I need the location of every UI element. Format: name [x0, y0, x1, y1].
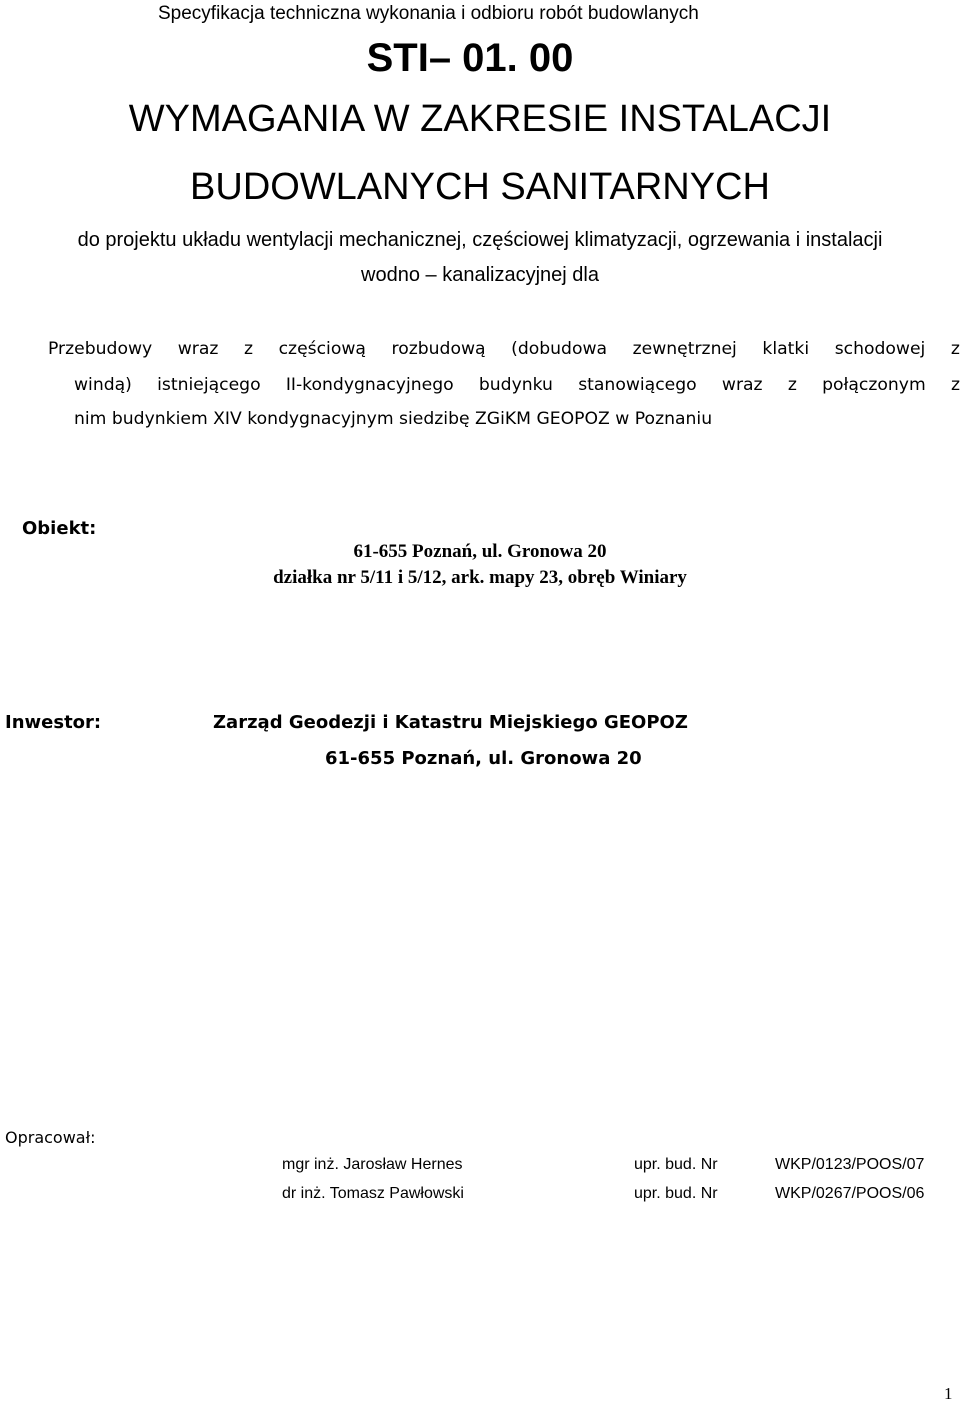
object-address: 61-655 Poznań, ul. Gronowa 20 [353, 541, 607, 562]
investor-address: 61-655 Poznań, ul. Gronowa 20 [325, 748, 642, 769]
prepared-by-label: Opracował: [5, 1128, 96, 1147]
author-license-number: WKP/0123/POOS/07 [775, 1156, 925, 1173]
spec-code: STI– 01. 00 [366, 36, 574, 80]
description-line-3: nim budynkiem XIV kondygnacyjnym siedzibę ZGiKM GEOPOZ w Poznaniu [74, 409, 713, 429]
author-name: dr inż. Tomasz Pawłowski [282, 1185, 464, 1202]
description-line-2: windą) istniejącego II-kondygnacyjnego budynku stanowiącego wraz z połączonym z [74, 375, 960, 395]
subtitle-line-1: do projektu układu wentylacji mechanicznej, częściowej klimatyzacji, ogrzewania i instalacji [77, 229, 883, 251]
author-license-label: upr. bud. Nr [634, 1156, 718, 1173]
author-name: mgr inż. Jarosław Hernes [282, 1156, 463, 1173]
title-line-1: WYMAGANIA W ZAKRESIE INSTALACJI [128, 98, 832, 140]
investor-name: Zarząd Geodezji i Katastru Miejskiego GEOPOZ [213, 712, 688, 733]
investor-label: Inwestor: [5, 712, 102, 733]
page-number: 1 [944, 1384, 953, 1403]
author-license-number: WKP/0267/POOS/06 [775, 1185, 925, 1202]
object-label: Obiekt: [22, 518, 97, 539]
subtitle-line-2: wodno – kanalizacyjnej dla [361, 264, 599, 286]
title-line-2: BUDOWLANYCH SANITARNYCH [190, 166, 770, 208]
author-license-label: upr. bud. Nr [634, 1185, 718, 1202]
spec-header: Specyfikacja techniczna wykonania i odbioru robót budowlanych [158, 3, 699, 24]
description-line-1: Przebudowy wraz z częściową rozbudową (dobudowa zewnętrznej klatki schodowej z [48, 339, 960, 359]
object-plot: działka nr 5/11 i 5/12, ark. mapy 23, obręb Winiary [273, 567, 687, 588]
